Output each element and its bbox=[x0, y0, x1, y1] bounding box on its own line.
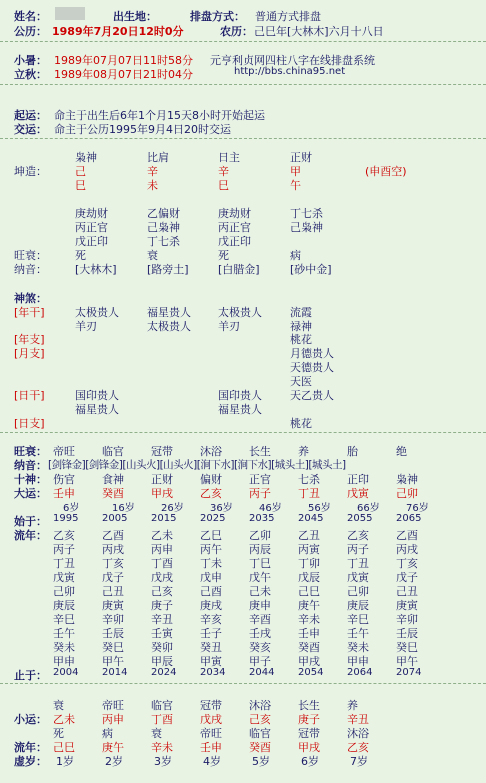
dy-liunian: 辛丑 bbox=[151, 613, 173, 626]
dy-shishen: 伤官 bbox=[53, 473, 75, 486]
dy-liunian: 戊寅 bbox=[347, 571, 369, 584]
dy-liunian: 庚申 bbox=[249, 599, 271, 612]
dy-liunian: 庚戌 bbox=[200, 599, 222, 612]
pillar-shishen: 正财 bbox=[290, 151, 312, 164]
dy-end-year: 2064 bbox=[347, 667, 373, 678]
dy-liunian: 戊寅 bbox=[53, 571, 75, 584]
shensha-item: 禄神 bbox=[290, 320, 312, 333]
shensha-item: 太极贵人 bbox=[218, 306, 262, 319]
xy-xusui: 2岁 bbox=[105, 755, 123, 768]
dy-shishen-label: 十神： bbox=[14, 473, 47, 486]
dy-liunian: 壬寅 bbox=[151, 627, 173, 640]
dy-wangshuai: 养 bbox=[298, 445, 309, 458]
nayin-label: 纳音： bbox=[14, 263, 47, 276]
pillar-hidden: 戊正印 bbox=[75, 235, 108, 248]
dy-liunian: 壬戌 bbox=[249, 627, 271, 640]
pillar-stem: 己 bbox=[75, 165, 86, 178]
xy-liunian: 壬申 bbox=[200, 741, 222, 754]
pillar-stem: 辛 bbox=[218, 165, 229, 178]
xy-bottom-ws: 病 bbox=[102, 727, 113, 740]
dy-liunian: 丙午 bbox=[200, 543, 222, 556]
year-stem-label: [年干] bbox=[14, 306, 45, 319]
xy-top-ws: 沐浴 bbox=[249, 699, 271, 712]
dy-liunian: 癸巳 bbox=[102, 641, 124, 654]
xy-bottom-ws: 衰 bbox=[151, 727, 162, 740]
shensha-item: 天乙贵人 bbox=[290, 389, 334, 402]
dy-liunian: 丁卯 bbox=[298, 557, 320, 570]
dy-end-year: 2014 bbox=[102, 667, 128, 678]
dy-liunian: 癸未 bbox=[53, 641, 75, 654]
dy-liunian: 丙戌 bbox=[102, 543, 124, 556]
pillar-nayin: [路旁土] bbox=[147, 263, 189, 276]
dy-liunian: 丁丑 bbox=[53, 557, 75, 570]
divider bbox=[0, 84, 486, 85]
dy-start-year: 2055 bbox=[347, 513, 373, 524]
qiyun-label: 起运： bbox=[14, 109, 47, 122]
pillars-label: 坤造： bbox=[14, 165, 47, 178]
xy-top-ws: 长生 bbox=[298, 699, 320, 712]
dy-liunian: 辛酉 bbox=[249, 613, 271, 626]
xy-top-ws: 冠带 bbox=[200, 699, 222, 712]
pillar-hidden: 庚劫财 bbox=[218, 207, 251, 220]
day-branch-label: [日支] bbox=[14, 417, 45, 430]
pillar-hidden: 庚劫财 bbox=[75, 207, 108, 220]
dy-liunian: 辛卯 bbox=[102, 613, 124, 626]
dy-shishen: 偏财 bbox=[200, 473, 222, 486]
xiaoshu-value: 1989年07月07日11时58分 bbox=[54, 54, 193, 67]
dy-shishen: 七杀 bbox=[298, 473, 320, 486]
dy-liunian: 甲戌 bbox=[298, 655, 320, 668]
method-label: 排盘方式： bbox=[190, 10, 245, 23]
xy-top-ws: 养 bbox=[347, 699, 358, 712]
dy-liunian: 庚寅 bbox=[102, 599, 124, 612]
pillar-branch: 巳 bbox=[218, 179, 229, 192]
dy-start-year: 2025 bbox=[200, 513, 226, 524]
dy-liunian: 癸巳 bbox=[396, 641, 418, 654]
dy-start-year: 2045 bbox=[298, 513, 324, 524]
day-branch-value: 桃花 bbox=[290, 417, 312, 430]
dy-dayun: 丁丑 bbox=[298, 487, 320, 500]
dy-end-year: 2034 bbox=[200, 667, 226, 678]
xy-bottom-ws: 沐浴 bbox=[347, 727, 369, 740]
xiaoshu-label: 小暑： bbox=[14, 54, 47, 67]
dy-liunian: 丁丑 bbox=[347, 557, 369, 570]
xy-xiaoyun: 庚子 bbox=[298, 713, 320, 726]
dy-wangshuai: 临官 bbox=[102, 445, 124, 458]
pillar-hidden: 己枭神 bbox=[147, 221, 180, 234]
xy-xusui: 1岁 bbox=[56, 755, 74, 768]
wangshuai-label: 旺衰： bbox=[14, 249, 47, 262]
dy-liunian: 丙申 bbox=[151, 543, 173, 556]
name-redacted bbox=[55, 7, 85, 20]
xy-bottom-ws: 冠带 bbox=[298, 727, 320, 740]
dy-liunian: 丁未 bbox=[200, 557, 222, 570]
dy-age: 6岁 bbox=[63, 503, 80, 514]
dy-age: 66岁 bbox=[357, 503, 380, 514]
dy-liunian: 甲午 bbox=[102, 655, 124, 668]
pillar-branch: 未 bbox=[147, 179, 158, 192]
dy-age: 26岁 bbox=[161, 503, 184, 514]
dy-age: 46岁 bbox=[259, 503, 282, 514]
shensha-item: 福星贵人 bbox=[147, 306, 191, 319]
shensha-title: 神煞： bbox=[14, 292, 47, 305]
dy-liunian: 乙亥 bbox=[53, 529, 75, 542]
dy-liunian: 甲子 bbox=[249, 655, 271, 668]
shensha-item: 流霞 bbox=[290, 306, 312, 319]
dy-liunian: 辛卯 bbox=[396, 613, 418, 626]
shensha-item: 太极贵人 bbox=[75, 306, 119, 319]
pillar-wangshuai: 死 bbox=[218, 249, 229, 262]
dy-liunian: 乙未 bbox=[151, 529, 173, 542]
dy-wangshuai: 沐浴 bbox=[200, 445, 222, 458]
pillar-wangshuai: 病 bbox=[290, 249, 301, 262]
dy-dayun: 壬申 bbox=[53, 487, 75, 500]
dy-liunian: 癸酉 bbox=[298, 641, 320, 654]
shensha-item: 天德贵人 bbox=[290, 361, 334, 374]
qiyun-value: 命主于出生后6年1个月15天8小时开始起运 bbox=[54, 109, 265, 122]
xy-bottom-ws: 临官 bbox=[249, 727, 271, 740]
dy-liunian: 甲午 bbox=[396, 655, 418, 668]
dayun-label: 大运： bbox=[14, 487, 47, 500]
xy-xusui: 4岁 bbox=[203, 755, 221, 768]
xy-liunian: 甲戌 bbox=[298, 741, 320, 754]
dy-liunian: 乙酉 bbox=[396, 529, 418, 542]
dy-end-year: 2004 bbox=[53, 667, 79, 678]
year-branch-label: [年支] bbox=[14, 333, 45, 346]
lunar-value: 己巳年[大林木]六月十八日 bbox=[254, 25, 384, 38]
pillar-hidden: 丙正官 bbox=[75, 221, 108, 234]
dy-liunian: 壬子 bbox=[200, 627, 222, 640]
dy-liunian: 戊戌 bbox=[151, 571, 173, 584]
dy-liunian: 癸卯 bbox=[151, 641, 173, 654]
dy-liunian: 甲申 bbox=[347, 655, 369, 668]
pillar-stem: 甲 bbox=[290, 165, 301, 178]
xy-liunian: 乙亥 bbox=[347, 741, 369, 754]
pillar-hidden: 丁七杀 bbox=[290, 207, 323, 220]
xy-xusui: 3岁 bbox=[154, 755, 172, 768]
dy-liunian: 丁巳 bbox=[249, 557, 271, 570]
end-label: 止于： bbox=[14, 669, 47, 682]
dy-liunian: 丙子 bbox=[347, 543, 369, 556]
dy-liunian: 辛巳 bbox=[53, 613, 75, 626]
dy-liunian: 己酉 bbox=[200, 585, 222, 598]
day-stem-label: [日干] bbox=[14, 389, 45, 402]
dy-end-year: 2024 bbox=[151, 667, 177, 678]
name-label: 姓名： bbox=[14, 10, 47, 23]
pillar-hidden: 戊正印 bbox=[218, 235, 251, 248]
shensha-item: 羊刃 bbox=[218, 320, 240, 333]
birthplace-label: 出生地： bbox=[113, 10, 157, 23]
shensha-item: 福星贵人 bbox=[218, 403, 262, 416]
dy-liunian: 乙巳 bbox=[200, 529, 222, 542]
shensha-item: 太极贵人 bbox=[147, 320, 191, 333]
dy-wangshuai: 帝旺 bbox=[53, 445, 75, 458]
lunar-label: 农历： bbox=[220, 25, 253, 38]
dy-liunian: 甲申 bbox=[53, 655, 75, 668]
dy-wangshuai: 长生 bbox=[249, 445, 271, 458]
divider bbox=[0, 683, 486, 684]
dy-liunian: 丙寅 bbox=[298, 543, 320, 556]
month-branch-label: [月支] bbox=[14, 347, 45, 360]
dy-nayin: [剑锋金][剑锋金][山头火][山头火][涧下水][涧下水][城头土][城头土] bbox=[48, 459, 346, 471]
year-branch-value: 桃花 bbox=[290, 333, 312, 346]
site-name: 元亨利贞网四柱八字在线排盘系统 bbox=[210, 54, 375, 67]
dy-liunian: 戊午 bbox=[249, 571, 271, 584]
dy-shishen: 枭神 bbox=[396, 473, 418, 486]
dy-shishen: 食神 bbox=[102, 473, 124, 486]
dy-shishen: 正印 bbox=[347, 473, 369, 486]
xy-xiaoyun: 戊戌 bbox=[200, 713, 222, 726]
xy-xiaoyun: 己亥 bbox=[249, 713, 271, 726]
solar-label: 公历： bbox=[14, 25, 47, 38]
jiaoyun-label: 交运： bbox=[14, 123, 47, 136]
dy-liunian: 庚辰 bbox=[53, 599, 75, 612]
dy-liunian: 戊子 bbox=[396, 571, 418, 584]
pillar-wangshuai: 衰 bbox=[147, 249, 158, 262]
dy-liunian: 己丑 bbox=[396, 585, 418, 598]
xy-liunian: 癸酉 bbox=[249, 741, 271, 754]
xy-xiaoyun: 丁酉 bbox=[151, 713, 173, 726]
xy-xiaoyun: 乙未 bbox=[53, 713, 75, 726]
dy-liunian: 己卯 bbox=[53, 585, 75, 598]
liqiu-label: 立秋： bbox=[14, 68, 47, 81]
dy-age: 16岁 bbox=[112, 503, 135, 514]
liunian-label: 流年： bbox=[14, 529, 47, 542]
dy-liunian: 甲辰 bbox=[151, 655, 173, 668]
dy-liunian: 壬午 bbox=[53, 627, 75, 640]
dy-dayun: 癸酉 bbox=[102, 487, 124, 500]
dy-liunian: 癸未 bbox=[347, 641, 369, 654]
dy-end-year: 2054 bbox=[298, 667, 324, 678]
dy-shishen: 正财 bbox=[151, 473, 173, 486]
dy-dayun: 己卯 bbox=[396, 487, 418, 500]
dy-liunian: 癸亥 bbox=[249, 641, 271, 654]
dy-start-year: 2035 bbox=[249, 513, 275, 524]
shensha-item: 国印贵人 bbox=[218, 389, 262, 402]
pillar-stem: 辛 bbox=[147, 165, 158, 178]
dy-wangshuai: 胎 bbox=[347, 445, 358, 458]
xy-liunian-label: 流年： bbox=[14, 741, 47, 754]
xy-xiaoyun: 丙申 bbox=[102, 713, 124, 726]
dy-end-year: 2074 bbox=[396, 667, 422, 678]
dy-liunian: 癸丑 bbox=[200, 641, 222, 654]
pillar-nayin: [砂中金] bbox=[290, 263, 332, 276]
dy-liunian: 庚寅 bbox=[396, 599, 418, 612]
dy-liunian: 乙丑 bbox=[298, 529, 320, 542]
xy-liunian: 庚午 bbox=[102, 741, 124, 754]
dy-liunian: 辛巳 bbox=[347, 613, 369, 626]
xy-xiaoyun: 辛丑 bbox=[347, 713, 369, 726]
dy-dayun: 丙子 bbox=[249, 487, 271, 500]
dy-liunian: 壬申 bbox=[298, 627, 320, 640]
xy-top-ws: 临官 bbox=[151, 699, 173, 712]
dy-start-year: 2065 bbox=[396, 513, 422, 524]
dy-liunian: 己亥 bbox=[151, 585, 173, 598]
liqiu-value: 1989年08月07日21时04分 bbox=[54, 68, 193, 81]
divider bbox=[0, 138, 486, 139]
dy-liunian: 庚午 bbox=[298, 599, 320, 612]
pillar-shishen: 日主 bbox=[218, 151, 240, 164]
dy-liunian: 丁酉 bbox=[151, 557, 173, 570]
xy-bottom-ws: 死 bbox=[53, 727, 64, 740]
shensha-item: 天医 bbox=[290, 375, 312, 388]
xy-liunian: 己巳 bbox=[53, 741, 75, 754]
dy-liunian: 壬辰 bbox=[102, 627, 124, 640]
dy-age: 36岁 bbox=[210, 503, 233, 514]
dy-liunian: 乙卯 bbox=[249, 529, 271, 542]
dy-dayun: 甲戌 bbox=[151, 487, 173, 500]
dy-wangshuai-label: 旺衰： bbox=[14, 445, 47, 458]
dy-liunian: 乙酉 bbox=[102, 529, 124, 542]
pillar-hidden: 乙偏财 bbox=[147, 207, 180, 220]
dy-age: 56岁 bbox=[308, 503, 331, 514]
pillar-hidden: 丙正官 bbox=[218, 221, 251, 234]
shensha-item: 羊刃 bbox=[75, 320, 97, 333]
xy-top-ws: 衰 bbox=[53, 699, 64, 712]
dy-liunian: 丙戌 bbox=[396, 543, 418, 556]
pillar-hidden: 丁七杀 bbox=[147, 235, 180, 248]
dy-end-year: 2044 bbox=[249, 667, 275, 678]
dy-liunian: 戊子 bbox=[102, 571, 124, 584]
dy-liunian: 丙子 bbox=[53, 543, 75, 556]
dy-liunian: 己巳 bbox=[298, 585, 320, 598]
pillar-branch: 巳 bbox=[75, 179, 86, 192]
xiaoyun-label: 小运： bbox=[14, 713, 47, 726]
dy-start-year: 1995 bbox=[53, 513, 79, 524]
dy-wangshuai: 绝 bbox=[396, 445, 407, 458]
xy-top-ws: 帝旺 bbox=[102, 699, 124, 712]
pillar-nayin: [白腊金] bbox=[218, 263, 260, 276]
jiaoyun-value: 命主于公历1995年9月4日20时交运 bbox=[54, 123, 231, 136]
dy-liunian: 壬午 bbox=[347, 627, 369, 640]
dy-liunian: 辛亥 bbox=[200, 613, 222, 626]
xy-bottom-ws: 帝旺 bbox=[200, 727, 222, 740]
dy-liunian: 壬辰 bbox=[396, 627, 418, 640]
dy-liunian: 庚辰 bbox=[347, 599, 369, 612]
pillar-hidden: 己枭神 bbox=[290, 221, 323, 234]
divider bbox=[0, 41, 486, 42]
dy-wangshuai: 冠带 bbox=[151, 445, 173, 458]
divider bbox=[0, 432, 486, 433]
dy-liunian: 乙亥 bbox=[347, 529, 369, 542]
pillar-branch: 午 bbox=[290, 179, 301, 192]
pillar-nayin: [大林木] bbox=[75, 263, 117, 276]
dy-dayun: 戊寅 bbox=[347, 487, 369, 500]
xy-xusui: 6岁 bbox=[301, 755, 319, 768]
dy-start-year: 2015 bbox=[151, 513, 177, 524]
kongwang: (申酉空) bbox=[365, 165, 407, 178]
shensha-item: 福星贵人 bbox=[75, 403, 119, 416]
dy-liunian: 丁亥 bbox=[102, 557, 124, 570]
shensha-item: 月德贵人 bbox=[290, 347, 334, 360]
dy-liunian: 己未 bbox=[249, 585, 271, 598]
dy-nayin-label: 纳音： bbox=[14, 459, 47, 472]
pillar-shishen: 枭神 bbox=[75, 151, 97, 164]
dy-dayun: 乙亥 bbox=[200, 487, 222, 500]
dy-liunian: 戊申 bbox=[200, 571, 222, 584]
site-url[interactable]: http://bbs.china95.net bbox=[234, 66, 346, 77]
xy-xusui: 5岁 bbox=[252, 755, 270, 768]
dy-start-year: 2005 bbox=[102, 513, 128, 524]
method-value: 普通方式排盘 bbox=[255, 10, 321, 23]
dy-liunian: 丁亥 bbox=[396, 557, 418, 570]
dy-liunian: 庚子 bbox=[151, 599, 173, 612]
shensha-item: 国印贵人 bbox=[75, 389, 119, 402]
dy-liunian: 丙辰 bbox=[249, 543, 271, 556]
xy-liunian: 辛未 bbox=[151, 741, 173, 754]
dy-liunian: 戊辰 bbox=[298, 571, 320, 584]
xy-xusui: 7岁 bbox=[350, 755, 368, 768]
dy-shishen: 正官 bbox=[249, 473, 271, 486]
dy-age: 76岁 bbox=[406, 503, 429, 514]
pillar-shishen: 比肩 bbox=[147, 151, 169, 164]
dy-liunian: 甲寅 bbox=[200, 655, 222, 668]
dy-liunian: 己卯 bbox=[347, 585, 369, 598]
solar-value: 1989年7月20日12时0分 bbox=[52, 25, 184, 38]
dy-liunian: 辛未 bbox=[298, 613, 320, 626]
xusui-label: 虚岁： bbox=[14, 755, 47, 768]
dy-liunian: 己丑 bbox=[102, 585, 124, 598]
start-label: 始于： bbox=[14, 515, 47, 528]
pillar-wangshuai: 死 bbox=[75, 249, 86, 262]
